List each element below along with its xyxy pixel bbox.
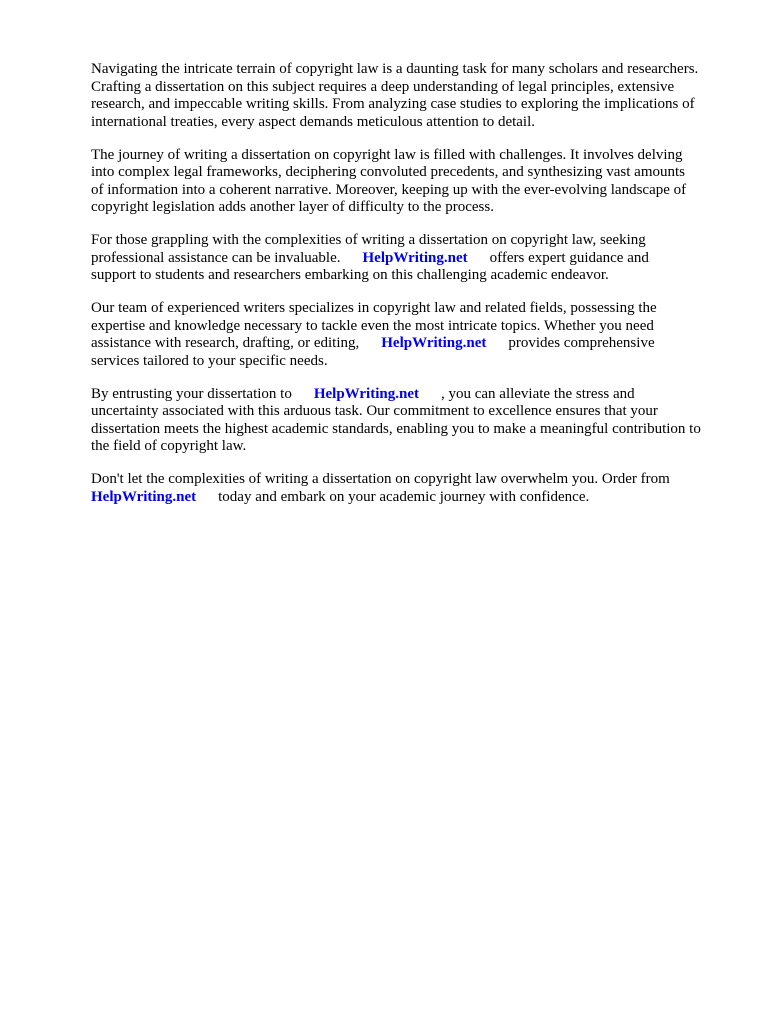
text-segment: today and embark on your academic journey with confidence.: [218, 488, 590, 505]
paragraph-team: [91, 300, 731, 370]
helpwriting-link[interactable]: HelpWriting.net: [91, 488, 197, 505]
text-segment: , you can alleviate the stress and: [440, 385, 635, 402]
paragraph-assistance: [91, 232, 731, 285]
text-line: into complex legal frameworks, deciphering convoluted precedents, and synthesizing vast amounts: [91, 164, 686, 180]
text-line: Don't let the complexities of writing a dissertation on copyright law overwhelm you. Order from: [91, 471, 670, 487]
text-line: research, and impeccable writing skills. From analyzing case studies to exploring the implications of: [91, 96, 695, 112]
text-line: expertise and knowledge necessary to tackle even the most intricate topics. Whether you need: [91, 317, 654, 334]
text-line: Crafting a dissertation on this subject requires a deep understanding of legal principles, extensive: [91, 78, 675, 95]
helpwriting-link[interactable]: HelpWriting.net: [313, 385, 419, 402]
text-segment: offers expert guidance and: [489, 249, 649, 266]
text-segment: professional assistance can be invaluable.: [91, 249, 341, 266]
text-line: Navigating the intricate terrain of copyright law is a daunting task for many scholars and researchers.: [91, 61, 699, 77]
document-body: [91, 61, 731, 522]
text-line: international treaties, every aspect demands meticulous attention to detail.: [91, 113, 536, 130]
text-line: support to students and researchers embarking on this challenging academic endeavor.: [91, 267, 609, 283]
text-line: Our team of experienced writers specializes in copyright law and related fields, possessing the: [91, 300, 657, 316]
paragraph-challenges: [91, 147, 731, 217]
text-line: [91, 250, 731, 268]
text-line: For those grappling with the complexities of writing a dissertation on copyright law, seeking: [91, 232, 646, 248]
text-segment: provides comprehensive: [508, 335, 655, 351]
paragraph-closing: [91, 471, 731, 506]
text-line: The journey of writing a dissertation on copyright law is filled with challenges. It involves delving: [91, 146, 683, 163]
text-line: dissertation meets the highest academic standards, enabling you to make a meaningful contribution to: [91, 420, 701, 437]
text-line: [91, 386, 731, 404]
helpwriting-link[interactable]: HelpWriting.net: [381, 335, 487, 351]
text-line: uncertainty associated with this arduous task. Our commitment to excellence ensures that your: [91, 403, 658, 419]
text-line: [91, 489, 731, 507]
text-line: the field of copyright law.: [91, 438, 247, 454]
text-line: services tailored to your specific needs.: [91, 352, 328, 369]
text-line: of information into a coherent narrative. Moreover, keeping up with the ever-evolving landscape of: [91, 181, 687, 198]
text-segment: By entrusting your dissertation to: [91, 385, 292, 402]
helpwriting-link[interactable]: HelpWriting.net: [362, 249, 468, 266]
text-segment: assistance with research, drafting, or editing,: [91, 335, 360, 351]
paragraph-intro: [91, 61, 731, 131]
text-line: copyright legislation adds another layer of difficulty to the process.: [91, 199, 494, 215]
paragraph-entrusting: [91, 386, 731, 456]
text-line: [91, 335, 731, 353]
